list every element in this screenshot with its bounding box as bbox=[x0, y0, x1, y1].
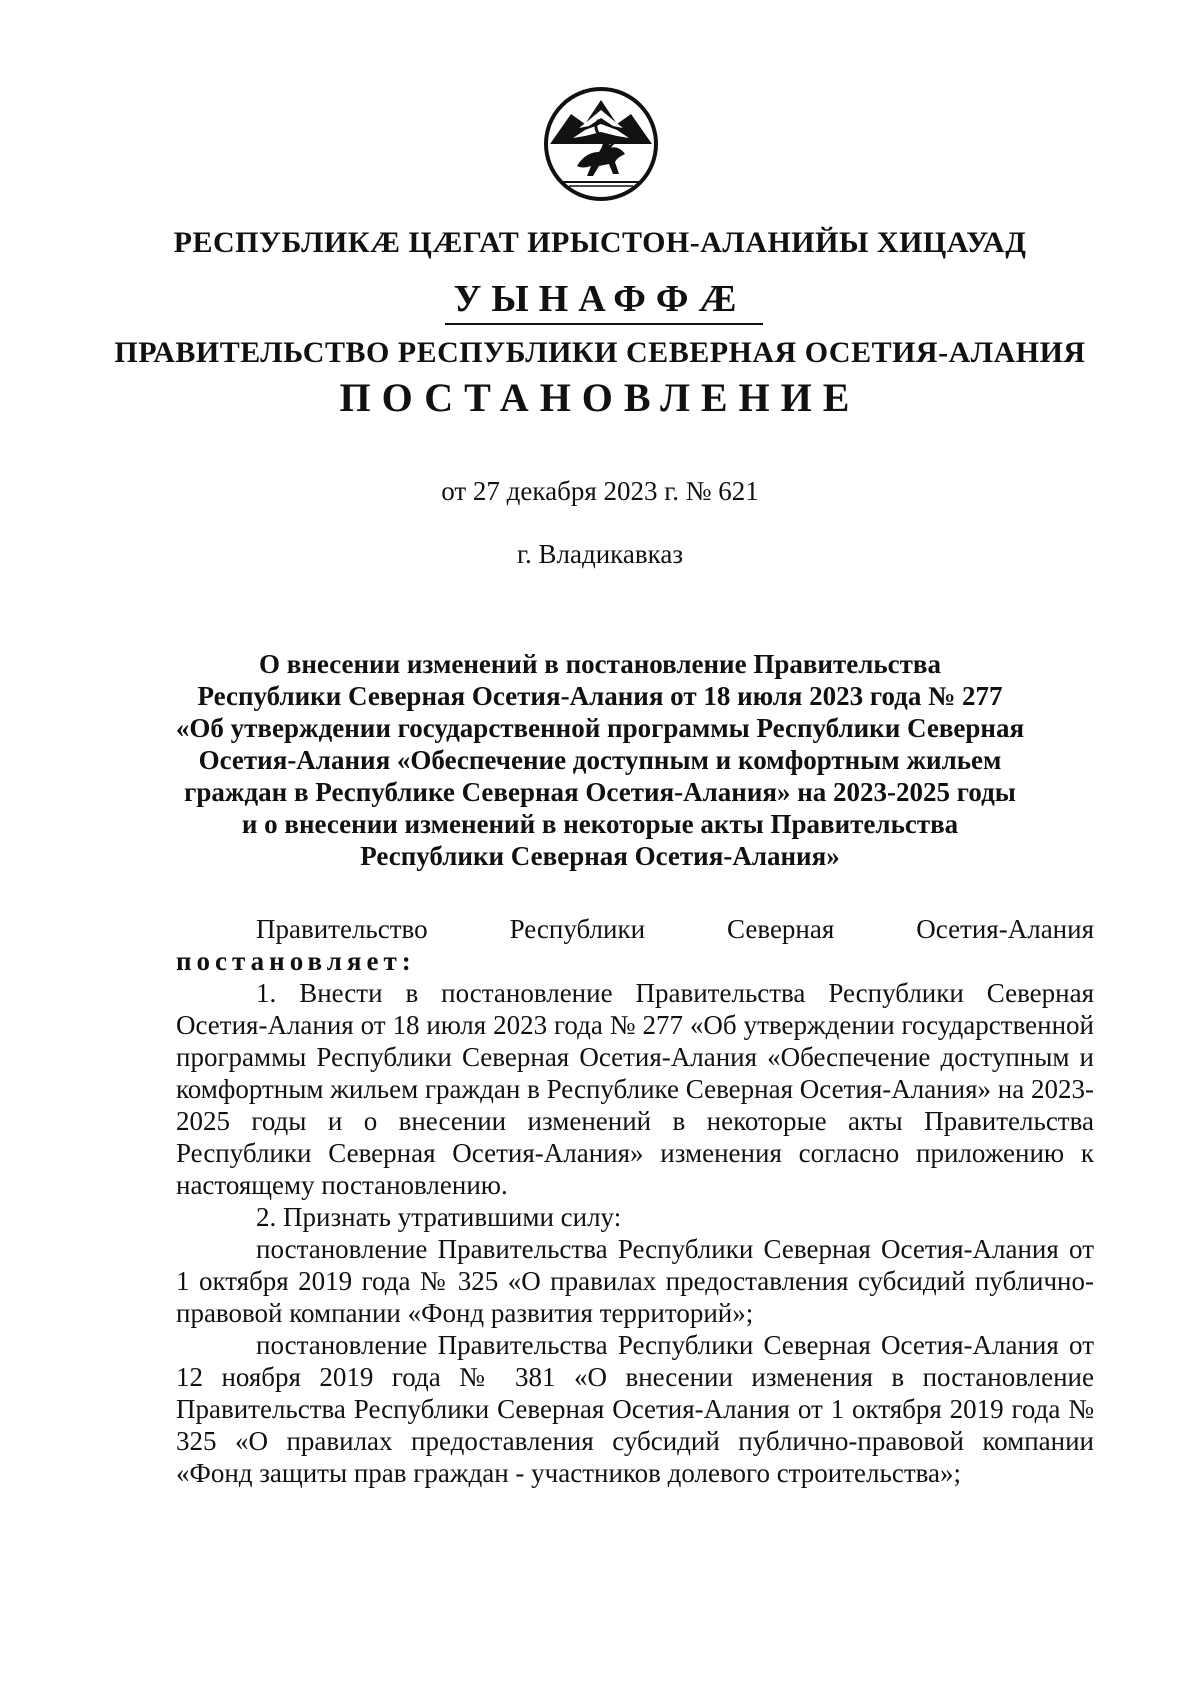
title-line: и о внесении изменений в некоторые акты Правительства bbox=[241, 809, 959, 839]
intro-line bbox=[176, 913, 1094, 945]
city: г. Владикавказ bbox=[517, 539, 683, 569]
org-name-russian: ПРАВИТЕЛЬСТВО РЕСПУБЛИКИ СЕВЕРНАЯ ОСЕТИЯ-АЛАНИЯ bbox=[114, 336, 1086, 369]
intro-word: Осетия-Алания bbox=[916, 914, 1094, 944]
coat-of-arms-icon bbox=[543, 86, 659, 202]
header-divider bbox=[445, 323, 763, 325]
document-title bbox=[150, 648, 1050, 872]
title-line: Республики Северная Осетия-Алания от 18 июля 2023 года № 277 bbox=[197, 681, 1003, 711]
decrees-word: постановляет: bbox=[176, 946, 416, 976]
intro-word: Республики bbox=[509, 914, 646, 944]
paragraph-item-2a: постановление Правительства Республики Северная Осетия-Алания от 1 октября 2019 года № 325 «О правилах предоставления субсидий публично-правовой компании «Фонд развития территорий»; bbox=[176, 1234, 1094, 1328]
paragraph-item-2b: постановление Правительства Республики Северная Осетия-Алания от 12 ноября 2019 года № 381 «О внесении изменения в постановление Правительства Республики Северная Осетия-Алания от 1 октября 2019 года № 325 «О правилах предоставления субсидий публично-правовой компании «Фонд защиты прав граждан - участников долевого строительства»; bbox=[176, 1330, 1094, 1488]
intro-word: Правительство bbox=[256, 914, 428, 944]
title-line: Республики Северная Осетия-Алания» bbox=[360, 841, 840, 871]
document-body bbox=[176, 913, 1094, 1489]
resolution-title-russian: ПОСТАНОВЛЕНИЕ bbox=[339, 375, 861, 420]
resolution-title-ossetian: УЫНАФФÆ bbox=[453, 278, 747, 320]
paragraph-item-1: 1. Внести в постановление Правительства Республики Северная Осетия-Алания от 18 июля 2023 года № 277 «Об утверждении государственной программы Республики Северная Осетия-Алания «Обеспечение доступным и комфортным жильем граждан в Республике Северная Осетия-Алания» на 2023-2025 годы и о внесении изменений в некоторые акты Правительства Республики Северная Осетия-Алания» изменения согласно приложению к настоящему постановлению. bbox=[176, 978, 1094, 1200]
date-number: от 27 декабря 2023 г. № 621 bbox=[441, 476, 759, 506]
intro-word: Северная bbox=[727, 914, 835, 944]
decrees-line bbox=[176, 945, 1094, 977]
title-line: О внесении изменений в постановление Правительства bbox=[259, 649, 941, 679]
coat-of-arms-emblem bbox=[543, 86, 659, 202]
title-line: Осетия-Алания «Обеспечение доступным и комфортным жильем bbox=[198, 745, 1002, 775]
title-line: «Об утверждении государственной программы Республики Северная bbox=[175, 713, 1025, 743]
paragraph-item-2: 2. Признать утратившими силу: bbox=[256, 1202, 622, 1232]
title-line: граждан в Республике Северная Осетия-Алания» на 2023-2025 годы bbox=[184, 777, 1016, 807]
org-name-ossetian: РЕСПУБЛИКÆ ЦÆГАТ ИРЫСТОН-АЛАНИЙЫ ХИЦАУАД bbox=[173, 226, 1027, 259]
